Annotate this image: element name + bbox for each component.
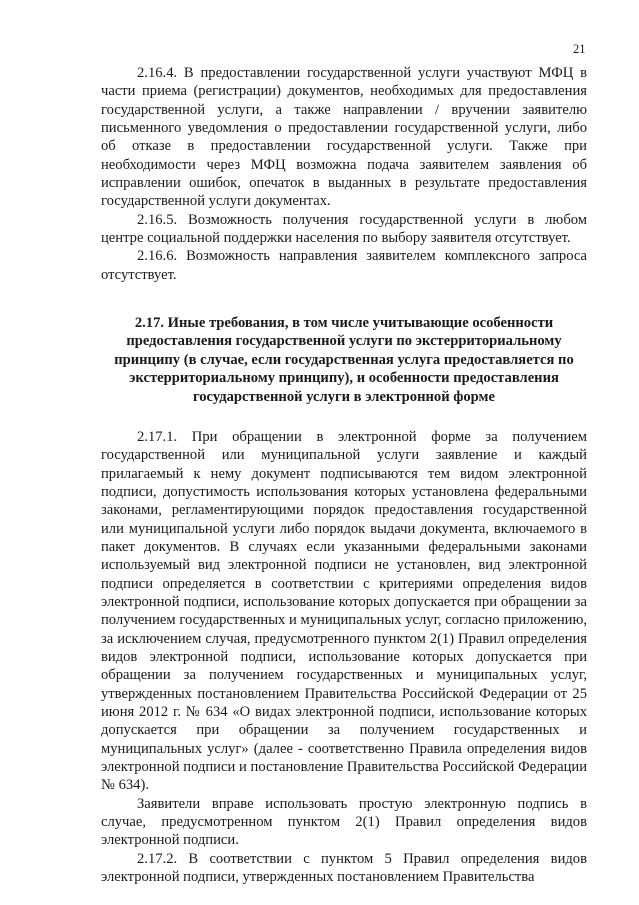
paragraph-simple-signature: Заявители вправе использовать простую электронную подпись в случае, предусмотренном пунктом 2(1) Правил определения видов электронной подписи.: [101, 795, 587, 849]
paragraph-2-17-2: 2.17.2. В соответствии с пунктом 5 Правил определения видов электронной подписи, утвержденных постановлением Правительства: [101, 850, 587, 886]
section-heading-2-17: 2.17. Иные требования, в том числе учитывающие особенности предоставления государственной услуги по экстерриториальному принципу (в случае, если государственная услуга предоставляется по экстерриториальному принципу), и особенности предоставления государственной услуги в электронной форме: [114, 315, 574, 405]
paragraph-2-16-6: 2.16.6. Возможность направления заявителем комплексного запроса отсутствует.: [101, 248, 587, 283]
page-number: 21: [573, 42, 586, 56]
paragraph-2-16-4: 2.16.4. В предоставлении государственной услуги участвуют МФЦ в части приема (регистрации) документов, необходимых для предоставления государственной услуги, а также направлении / вручении заявителю письменного уведомления о предоставлении государственной услуги, либо об отказе в предоставлении государственной услуги. Также при необходимости через МФЦ возможна подача заявителем заявления об исправлении ошибок, опечаток в выданных в результате предоставления государственной услуги документах.: [101, 65, 587, 210]
paragraph-2-17-1: 2.17.1. При обращении в электронной форме за получением государственной или муниципальной услуги заявление и каждый прилагаемый к нему документ подписываются тем видом электронной подписи, допустимость использования которых установлена федеральными законами, регламентирующими порядок предоставления государственной или муниципальной услуги либо порядок выдачи документа, включаемого в пакет документов. В случаях если указанными федеральными законами используемый вид электронной подписи не установлен, вид электронной подписи определяется в соответствии с критериями определения видов электронной подписи, использование которых допускается при обращении за получением государственных и муниципальных услуг, согласно приложению, за исключением случая, предусмотренного пунктом 2(1) Правил определения видов электронной подписи, использование которых допускается при обращении за получением государственных и муниципальных услуг, утвержденных постановлением Правительства Российской Федерации от 25 июня 2012 г. № 634 «О видах электронной подписи, использование которых допускается при обращении за получением государственных и муниципальных услуг» (далее - соответственно Правила определения видов электронной подписи и постановление Правительства Российской Федерации № 634).: [101, 428, 587, 794]
document-body: [101, 64, 587, 886]
paragraph-2-16-5: 2.16.5. Возможность получения государственной услуги в любом центре социальной поддержки населения по выбору заявителя отсутствует.: [101, 211, 587, 247]
